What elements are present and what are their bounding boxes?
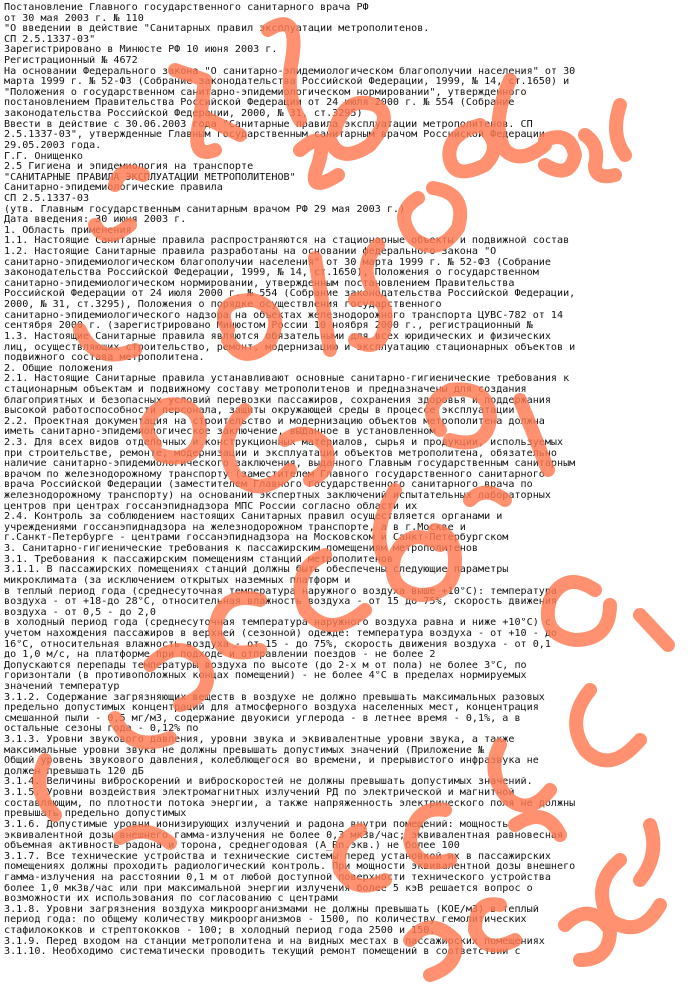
document-line: подвижного состава метрополитена. [4, 353, 205, 364]
document-line: законодательства Российской Федерации, 1999, № 14, ст.1650), Положения о государственном [4, 268, 539, 279]
document-line: остальные сезоны года - 0,12% по [4, 724, 199, 735]
document-line: предельно допустимых концентраций для атмосферного воздуха населенных мест, концентрация [4, 703, 539, 714]
document-line: центров при центрах госсанэпиднадзора МПС России согласно области их [4, 501, 418, 512]
document-line: санитарно-эпидемиологическом благополучии населения" от 30 марта 1999 г. № 52-ФЗ (Собрание [4, 257, 551, 268]
document-line: при строительстве, ремонте, модернизации и эксплуатации объектов метрополитена, обязательно [4, 448, 558, 459]
document-line: 3.1.9. Перед входом на станции метрополитена и на видных местах в пассажирских помещениях [4, 936, 545, 947]
document-line: эквивалентной дозы внешнего гамма-излучения не более 0,3 мкЗв/час; эквивалентная равновесная [4, 830, 564, 841]
document-line: врачом по железнодорожному транспорту (заместителем Главного государственного санитарного [4, 469, 545, 480]
document-line: 3.1.5. Уровни воздействия электромагнитных излучений РД по электрической и магнитной [4, 788, 515, 799]
document-line: г.Санкт-Петербурге - центрами госсанэпиднадзора на Московском и Санкт-Петербургском [4, 533, 509, 544]
document-line: 3.1.8. Уровни загрязнения воздуха микроорганизмами не должны превышать (КОЕ/м3) в теплый [4, 904, 539, 915]
document-line: 3.1.2. Содержание загрязняющих веществ в воздухе не должно превышать максимальных разовых [4, 692, 545, 703]
document-line: Санитарно-эпидемиологические правила [4, 183, 223, 194]
document-line: максимальные уровни звука не должны превышать допустимых значений (Приложение № [4, 745, 485, 756]
document-line: Постановление Главного государственного санитарного врача РФ [4, 3, 369, 13]
document-line: законодательства Российской Федерации, 2000, № 31, ст.3295) [4, 109, 363, 120]
document-line: постановлением Правительства Российской Федерации от 24 июля 2000 г. № 554 (Собрание [4, 98, 515, 109]
document-line: Дата введения: 30 июня 2003 г. [4, 215, 187, 226]
document-line: объемная активность радона и торона, среднегодовая (A_Rn.экв.) не более 100 [4, 841, 460, 852]
document-line: стационарным объектам и подвижному составу метрополитенов и предназначены для создания [4, 384, 527, 395]
document-line: СП 2.5.1337-03 [4, 193, 90, 204]
document-line: На основании Федерального закона "О санитарно-эпидемиологическом благополучии населения" от 30 [4, 66, 576, 77]
document-line: Зарегистрировано в Минюсте РФ 10 июня 2003 г. [4, 45, 278, 56]
document-line: 3.1.7. Все технические устройства и технические системы перед установкой их в пассажирских [4, 851, 551, 862]
document-line: 1.3. Настоящие Санитарные правила являются обязательными для всех юридических и физических [4, 331, 551, 342]
document-line: высокой работоспособности персонала, защиты окружающей среды в процессе эксплуатации [4, 406, 515, 417]
document-line: воздуха - от +18-до 28°С, относительная влажность воздуха - от 15 до 75%, скорость движения [4, 597, 558, 608]
document-line: более 1,0 мкЗв/час или при максимальной энергии излучения более 5 кэВ решается вопрос о [4, 883, 533, 894]
document-line: в теплый период года (среднесуточная температура наружного воздуха выше +10°С): температура [4, 586, 558, 597]
document-line: Российской Федерации от 24 июля 2000 г. № 554 (Собрание законодательства Российской Федерации, [4, 289, 576, 300]
document-line: (утв. Главным государственным санитарным врачом РФ 29 мая 2003 г.) [4, 204, 406, 215]
document-line: период года: по общему количеству микроорганизмов - 1500, по количеству гемолитических [4, 915, 527, 926]
document-line: горизонтали (в противоположных концах помещений) - не более 4°С в пределах нормируемых [4, 671, 527, 682]
document-line: "Положения о государственном санитарно-эпидемиологическом нормировании", утвержденного [4, 87, 527, 98]
document-line: Г.Г. Онищенко [4, 151, 84, 162]
document-line: 3.1. Требования к пассажирским помещениям станций метрополитенов [4, 554, 393, 565]
document-line: санитарно-эпидемиологическом нормировании, утвержденным постановлением Правительства [4, 278, 515, 289]
document-line: 2.5 Гигиена и эпидемиология на транспорте [4, 162, 254, 173]
document-line: Регистрационный № 4672 [4, 56, 138, 67]
document-line: 3.1.10. Необходимо систематически проводить текущий ремонт помещений в соответствии с [4, 947, 521, 958]
document-line: должен превышать 120 дБ [4, 766, 144, 777]
document-line: 3.1.4. Величины виброскорений и виброскоростей не должны превышать допустимых значений. [4, 777, 533, 788]
document-line: 1. Область применения [4, 225, 132, 236]
document-line: лиц, осуществляющих строительство, ремонт, модернизацию и эксплуатацию стационарных объектов и [4, 342, 576, 353]
document-line: 3.1.1. В пассажирских помещениях станций должны быть обеспечены следующие параметры [4, 565, 509, 576]
document-line: значений температур [4, 682, 120, 692]
document-line: 3.1.6. Допустимые уровни ионизирующих излучений и радона внутри помещений: мощность [4, 819, 509, 830]
document-line: 3.1.3. Уровни звукового давления, уровни звука и эквивалентные уровни звука, а также [4, 735, 515, 746]
document-line: смешанной пыли - 0,5 мг/м3, содержание двуокиси углерода - в летнее время - 0,1%, а в [4, 713, 521, 724]
document-line: санитарно-эпидемиологического надзора на объектах железнодорожного транспорта ЦУВС-782 от 14 [4, 310, 564, 321]
document-line: 2.3. Для всех видов отделочных и конструкционных материалов, сырья и продукции, используемых [4, 437, 564, 448]
document-line: железнодорожному транспорту) на основании экспертных заключений испытательных лабораторных [4, 491, 551, 502]
document-line: "О введении в действие "Санитарных правил эксплуатации метрополитенов. [4, 24, 430, 35]
document-line: воздуха - от 0,5 - до 2,0 [4, 607, 156, 618]
document-line: наличие санитарно-эпидемиологического заключения, выданного Главным государственным санитарным [4, 459, 576, 470]
document-line: до 1,0 м/с, на платформе при подходе и отправлении поездов - не более 2 [4, 650, 436, 661]
document-line: учреждениями госсанэпиднадзора на железнодорожном транспорте, а в г.Москве и [4, 522, 466, 533]
document-line: 2.4. Контроль за соблюдением настоящих Санитарных правил осуществляется органами и [4, 512, 503, 523]
document-line: от 30 мая 2003 г. № 110 [4, 13, 144, 24]
document-line: Ввести в действие с 30.06.2003 года "Санитарные правила эксплуатации метрополитенов. СП [4, 119, 533, 130]
document-line: Допускаются перепады температуры воздуха по высоте (до 2-х м от пола) не более 3°С, по [4, 660, 527, 671]
document-line: в холодный период года (среднесуточная температура наружного воздуха равна и ниже +10°С) с [4, 618, 551, 629]
document-line: 16°С, относительная влажность воздуха - от 15 - до 75%, скорость движения воздуха - от 0,1 [4, 639, 551, 650]
document-line: 2. Общие положения [4, 363, 114, 374]
document-line: СП 2.5.1337-03" [4, 34, 96, 45]
document-line: составляющим, по плотности потока энергии, а также напряженность электрического поля не должны [4, 798, 576, 809]
document-line: стафилококков и стрептококков - 100; в холодный период года 2500 и 150, [4, 926, 436, 937]
document-line: возможности их использования по согласованию с центрами [4, 894, 339, 905]
document-line: 2.1. Настоящие Санитарные правила устанавливают основные санитарно-гигиенические требования к [4, 374, 570, 385]
document-line: 2000, № 31, ст.3295), Положения о порядке осуществления государственного [4, 300, 442, 311]
document-line: превышать предельно допустимых [4, 809, 187, 820]
document-line: 2.2. Проектная документация на строительство и модернизацию объектов метрополитена должна [4, 416, 545, 427]
document-line: гамма-излучения на расстоянии 0,1 м от любой доступной поверхности технического устройства [4, 872, 551, 883]
document-line: 1.1. Настоящие Санитарные правила распространяются на стационарные объекты и подвижной состав [4, 236, 570, 247]
document-line: "САНИТАРНЫЕ ПРАВИЛА ЭКСПЛУАТАЦИИ МЕТРОПОЛИТЕНОВ" [4, 172, 296, 183]
document-line: сентября 2000 г. (зарегистрировано Минюстом России 10 ноября 2000 г., регистрационный № [4, 321, 533, 332]
document-line: марта 1999 г. № 52-ФЗ (Собрание законодательства Российской Федерации, 1999, № 14, ст.1650) и [4, 77, 570, 88]
document-text [4, 3, 696, 958]
document-line: микроклимата (за исключением открытых наземных платформ и [4, 575, 351, 586]
document-line: благоприятных и безопасных условий перевозки пассажиров, сохранения здоровья и поддержания [4, 395, 551, 406]
document-line: помещениях должны проходить радиологический контроль. При мощности эквивалентной дозы внешнего [4, 862, 576, 873]
document-line: 2.5.1337-03", утвержденные Главным государственным санитарным врачом Российской Федерации [4, 130, 545, 141]
document-line: 3. Санитарно-гигиенические требования к пассажирским помещениям метрополитенов [4, 544, 479, 555]
document-line: Общий уровень звукового давления, колеблющегося во времени, и прерывистого инфразвука не [4, 756, 539, 767]
document-line: иметь санитарно-эпидемиологическое заключение, выданное в установленном [4, 427, 436, 438]
document-line: учетом нахождения пассажиров в верхней (сезонной) одежде: температура воздуха - от +10 - до [4, 628, 558, 639]
document-line: 1.2. Настоящие Санитарные правила разработаны на основании федерального закона "О [4, 247, 497, 258]
document-line: 29.05.2003 года. [4, 140, 102, 151]
document-line: врача Российской Федерации (заместителем Главного государственного санитарного врача по [4, 480, 533, 491]
